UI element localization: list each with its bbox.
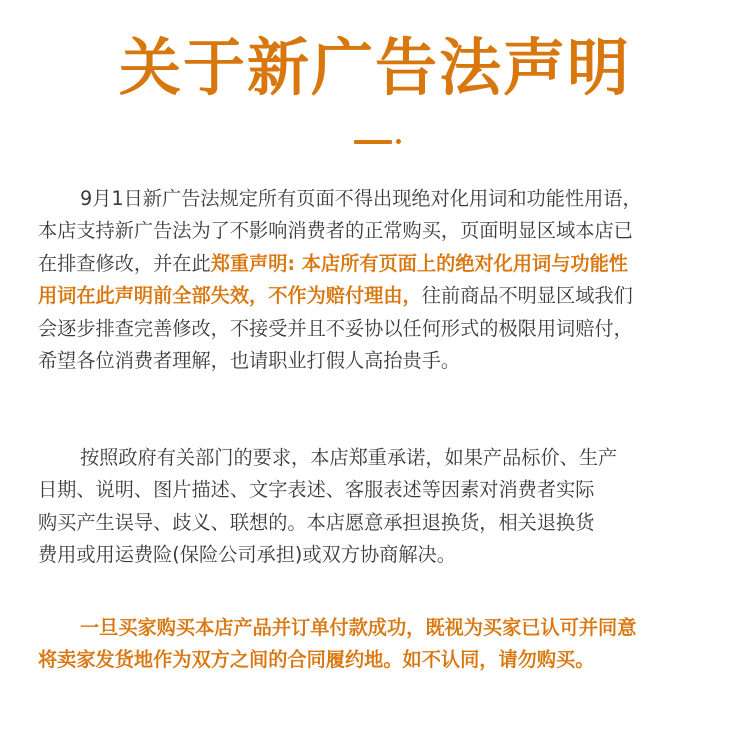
p2-line-4: 费用或用运费险(保险公司承担)或双方协商解决。: [38, 543, 456, 567]
p1-line-3-normal: 在排查修改，并在此: [38, 251, 211, 275]
p1-line-5: 会逐步排查完善修改，不接受并且不妥协以任何形式的极限用词赔付，: [38, 316, 633, 340]
p3-line-2: 将卖家发货地作为双方之间的合同履约地。如不认同，请勿购买。: [38, 648, 595, 672]
p2-line-2: 日期、说明、图片描述、文字表述、客服表述等因素对消费者实际: [38, 478, 595, 502]
divider-dot: [396, 139, 401, 144]
p1-invalid-emphasis: 用词在此声明前全部失效，不作为赔付理由，: [38, 284, 422, 308]
p2-line-1: 按照政府有关部门的要求，本店郑重承诺，如果产品标价、生产: [80, 446, 618, 469]
divider-bar: [354, 140, 392, 144]
p2-line-3: 购买产生误导、歧义、联想的。本店愿意承担退换货，相关退换货: [38, 510, 595, 534]
page-title: 关于新广告法声明: [118, 31, 631, 104]
p1-line-4: [38, 280, 718, 312]
p1-line-2: 本店支持新广告法为了不影响消费者的正常购买，页面明显区域本店已: [38, 219, 633, 243]
p1-line-3: [38, 248, 718, 280]
p1-declaration-emphasis: 郑重声明: 本店所有页面上的绝对化用词与功能性: [210, 251, 628, 275]
p1-line-4-normal: 往前商品不明显区域我们: [421, 284, 633, 308]
notice-paragraph-2: [38, 442, 718, 572]
p1-line-6: 希望各位消费者理解，也请职业打假人高抬贵手。: [38, 349, 461, 373]
p3-line-1: 一旦买家购买本店产品并订单付款成功，既视为买家已认可并同意: [80, 616, 637, 639]
notice-paragraph-1: [38, 183, 718, 377]
notice-paragraph-3: [38, 612, 718, 677]
title-divider: [346, 138, 406, 146]
p1-line-1: 9月1日新广告法规定所有页面不得出现绝对化用词和功能性用语，: [80, 187, 642, 210]
